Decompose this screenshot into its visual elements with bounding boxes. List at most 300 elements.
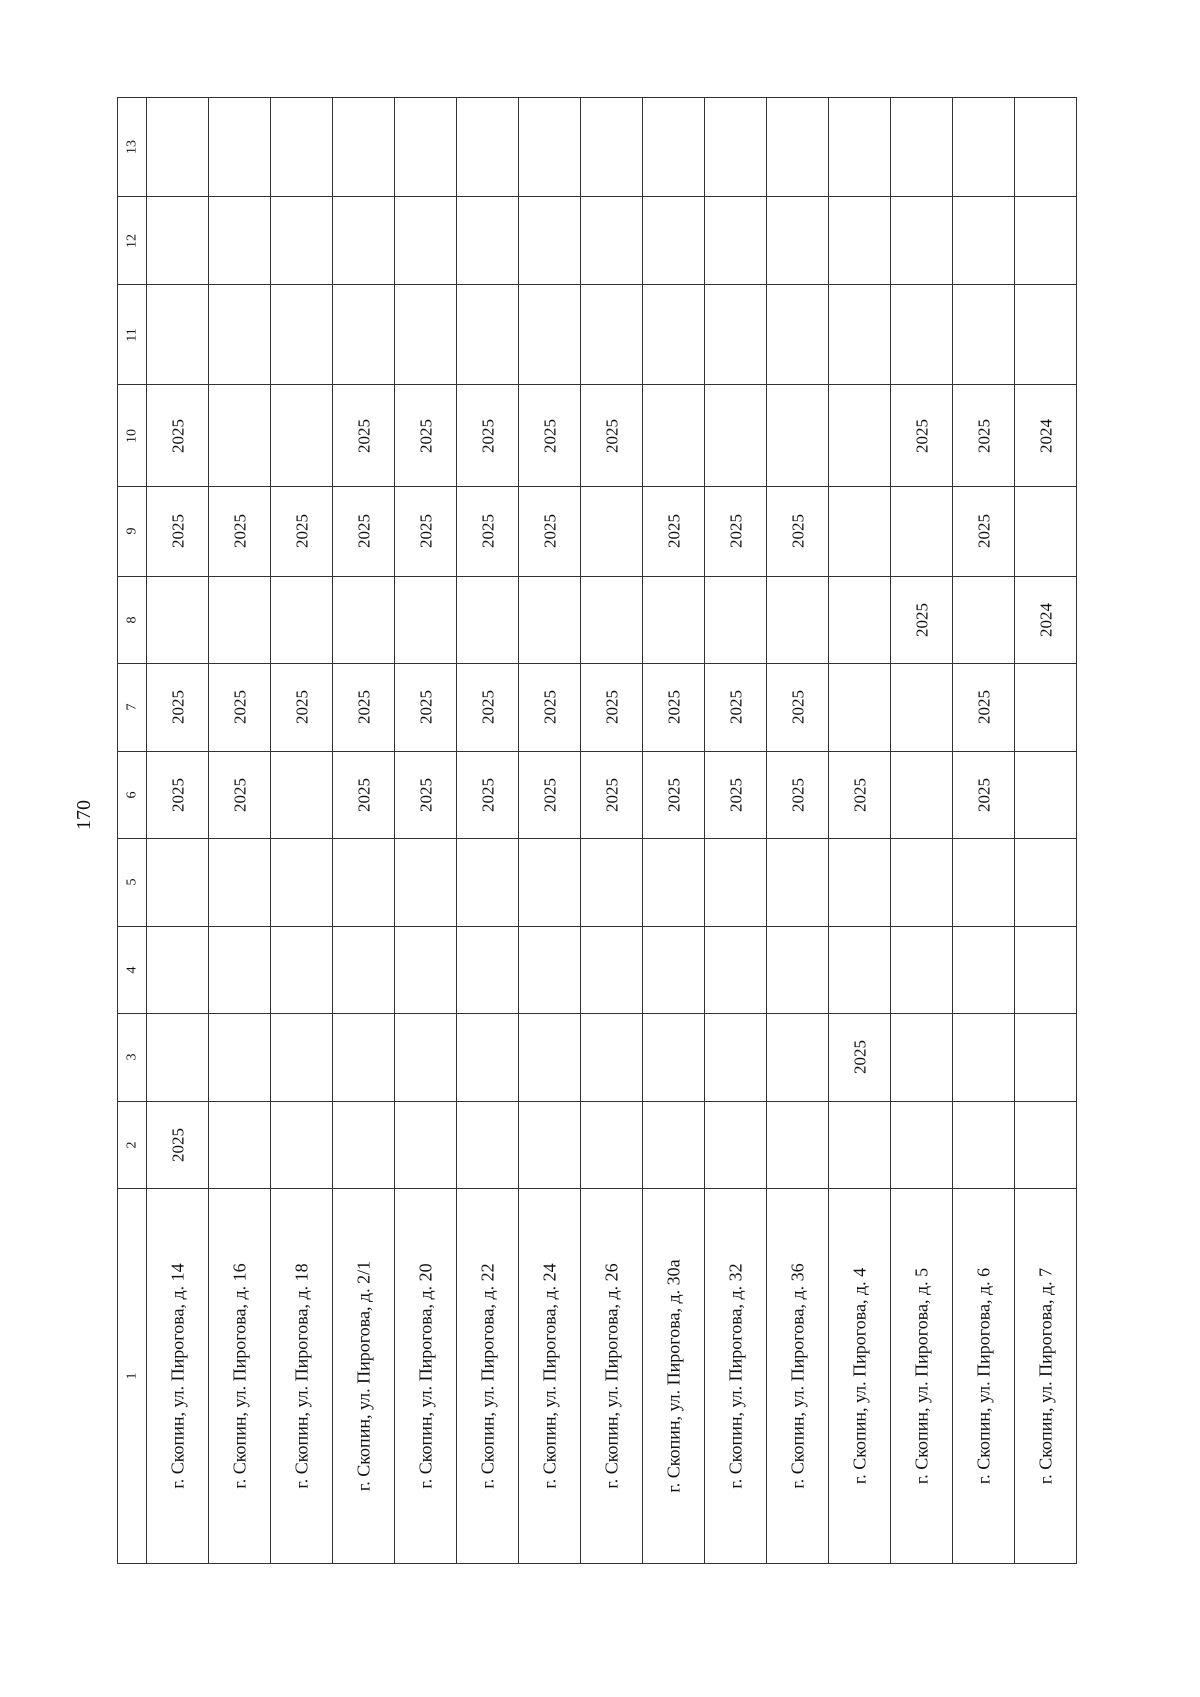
year-value: 2025 [354, 690, 373, 725]
year-cell [643, 98, 705, 197]
year-value: 2025 [664, 777, 683, 812]
year-cell [519, 839, 581, 926]
year-cell [581, 926, 643, 1013]
year-cell [333, 664, 395, 751]
year-cell [705, 751, 767, 838]
year-value: 2025 [912, 418, 931, 453]
address-label: г. Скопин, ул. Пирогова, д. 5 [911, 1267, 931, 1485]
year-cell [643, 1014, 705, 1101]
year-cell [643, 926, 705, 1013]
year-cell [271, 576, 333, 663]
year-cell [395, 487, 457, 577]
column-header [118, 284, 147, 385]
year-cell [891, 839, 953, 926]
year-cell [395, 664, 457, 751]
page-number: 170 [73, 800, 95, 830]
year-cell [953, 576, 1015, 663]
year-cell [271, 1101, 333, 1188]
register-table [117, 97, 1077, 1564]
year-cell [953, 1014, 1015, 1101]
year-cell [519, 385, 581, 487]
column-header [118, 1188, 147, 1563]
address-label: г. Скопин, ул. Пирогова, д. 26 [601, 1263, 621, 1489]
address-cell [767, 1188, 829, 1563]
register-body [118, 98, 1077, 1564]
year-cell [953, 839, 1015, 926]
table-row [118, 751, 1077, 838]
address-cell [395, 1188, 457, 1563]
column-header-label: 7 [124, 703, 140, 711]
year-cell [519, 98, 581, 197]
address-cell [581, 1188, 643, 1563]
year-cell [829, 98, 891, 197]
year-value: 2025 [168, 514, 187, 549]
year-cell [581, 1101, 643, 1188]
year-cell [209, 284, 271, 385]
year-value: 2025 [788, 690, 807, 725]
year-cell [395, 1101, 457, 1188]
year-cell [147, 751, 209, 838]
year-cell [1015, 576, 1077, 663]
year-cell [1015, 385, 1077, 487]
address-cell [1015, 1188, 1077, 1563]
year-cell [147, 576, 209, 663]
year-cell [767, 839, 829, 926]
address-cell [705, 1188, 767, 1563]
year-cell [519, 576, 581, 663]
column-header-label: 8 [124, 616, 140, 624]
year-value: 2025 [602, 418, 621, 453]
year-cell [767, 284, 829, 385]
year-cell [333, 1014, 395, 1101]
year-cell [519, 197, 581, 284]
year-value: 2025 [354, 777, 373, 812]
year-cell [891, 1101, 953, 1188]
column-header-label: 5 [124, 878, 140, 886]
year-cell [395, 926, 457, 1013]
year-cell [209, 197, 271, 284]
column-header-label: 13 [124, 140, 140, 155]
table-row [118, 664, 1077, 751]
year-cell [643, 576, 705, 663]
year-cell [581, 385, 643, 487]
year-value: 2025 [416, 418, 435, 453]
year-value: 2025 [540, 514, 559, 549]
address-label: г. Скопин, ул. Пирогова, д. 32 [725, 1263, 745, 1489]
year-cell [767, 926, 829, 1013]
year-cell [1015, 839, 1077, 926]
year-cell [271, 385, 333, 487]
year-cell [457, 664, 519, 751]
year-cell [891, 284, 953, 385]
year-cell [457, 284, 519, 385]
year-cell [333, 487, 395, 577]
year-value: 2025 [478, 418, 497, 453]
year-cell [829, 487, 891, 577]
year-value: 2025 [230, 777, 249, 812]
table-row [118, 284, 1077, 385]
year-cell [333, 385, 395, 487]
year-value: 2024 [1036, 603, 1055, 637]
year-value: 2025 [974, 777, 993, 812]
column-header [118, 1014, 147, 1101]
column-header [118, 839, 147, 926]
year-cell [767, 197, 829, 284]
year-cell [705, 98, 767, 197]
year-cell [1015, 197, 1077, 284]
year-cell [705, 1014, 767, 1101]
year-cell [271, 1014, 333, 1101]
column-header-label: 6 [124, 791, 140, 799]
year-cell [581, 664, 643, 751]
year-cell [271, 197, 333, 284]
year-cell [643, 197, 705, 284]
year-cell [457, 197, 519, 284]
year-cell [457, 839, 519, 926]
year-cell [829, 839, 891, 926]
address-cell [519, 1188, 581, 1563]
year-cell [209, 751, 271, 838]
column-header [118, 98, 147, 197]
year-cell [209, 487, 271, 577]
year-cell [767, 1101, 829, 1188]
column-header-label: 3 [124, 1053, 140, 1061]
year-cell [333, 197, 395, 284]
year-cell [705, 926, 767, 1013]
year-value: 2025 [168, 418, 187, 453]
year-value: 2025 [230, 690, 249, 725]
year-cell [209, 664, 271, 751]
year-cell [271, 926, 333, 1013]
year-cell [395, 751, 457, 838]
year-cell [829, 385, 891, 487]
year-cell [581, 576, 643, 663]
column-header [118, 664, 147, 751]
year-value: 2025 [602, 777, 621, 812]
year-cell [767, 751, 829, 838]
column-header [118, 926, 147, 1013]
year-value: 2025 [912, 603, 931, 637]
year-cell [891, 487, 953, 577]
address-label: г. Скопин, ул. Пирогова, д. 36 [787, 1263, 807, 1489]
year-cell [581, 1014, 643, 1101]
year-cell [395, 1014, 457, 1101]
year-cell [767, 98, 829, 197]
year-cell [147, 926, 209, 1013]
year-cell [581, 839, 643, 926]
year-value: 2025 [354, 514, 373, 549]
address-label: г. Скопин, ул. Пирогова, д. 4 [849, 1267, 869, 1485]
year-cell [891, 926, 953, 1013]
year-cell [891, 98, 953, 197]
year-cell [891, 1014, 953, 1101]
address-cell [271, 1188, 333, 1563]
address-cell [829, 1188, 891, 1563]
year-value: 2025 [974, 418, 993, 453]
year-value: 2025 [974, 690, 993, 725]
year-cell [271, 487, 333, 577]
year-value: 2025 [168, 1127, 187, 1162]
address-label: г. Скопин, ул. Пирогова, д. 14 [167, 1263, 187, 1489]
address-label: г. Скопин, ул. Пирогова, д. 16 [229, 1263, 249, 1489]
year-value: 2025 [416, 777, 435, 812]
year-cell [1015, 98, 1077, 197]
year-value: 2025 [726, 777, 745, 812]
column-header-label: 4 [124, 966, 140, 974]
year-cell [457, 487, 519, 577]
column-header-label: 10 [124, 428, 140, 443]
table-row [118, 1014, 1077, 1101]
year-cell [829, 751, 891, 838]
year-value: 2025 [726, 690, 745, 725]
column-header [118, 1101, 147, 1188]
address-label: г. Скопин, ул. Пирогова, д. 7 [1035, 1267, 1055, 1485]
year-cell [147, 1101, 209, 1188]
year-cell [891, 576, 953, 663]
address-cell [333, 1188, 395, 1563]
year-cell [395, 197, 457, 284]
year-cell [953, 751, 1015, 838]
year-cell [519, 487, 581, 577]
year-cell [519, 284, 581, 385]
address-label: г. Скопин, ул. Пирогова, д. 2/1 [353, 1260, 373, 1492]
year-value: 2025 [478, 690, 497, 725]
year-cell [705, 1101, 767, 1188]
year-cell [147, 197, 209, 284]
address-cell [147, 1188, 209, 1563]
year-cell [457, 1101, 519, 1188]
year-value: 2025 [354, 418, 373, 453]
column-header [118, 487, 147, 577]
year-cell [457, 576, 519, 663]
year-cell [209, 839, 271, 926]
year-cell [953, 197, 1015, 284]
year-cell [767, 1014, 829, 1101]
year-cell [1015, 1014, 1077, 1101]
year-cell [147, 487, 209, 577]
year-cell [953, 926, 1015, 1013]
register-table-frame [117, 97, 1068, 1564]
year-cell [829, 1101, 891, 1188]
year-value: 2025 [540, 690, 559, 725]
year-cell [519, 1014, 581, 1101]
year-cell [147, 839, 209, 926]
table-row [118, 1101, 1077, 1188]
year-cell [643, 664, 705, 751]
year-cell [333, 839, 395, 926]
year-value: 2025 [540, 418, 559, 453]
year-cell [1015, 487, 1077, 577]
year-value: 2025 [788, 777, 807, 812]
column-header-label: 2 [124, 1141, 140, 1149]
year-cell [705, 487, 767, 577]
year-cell [271, 284, 333, 385]
year-cell [1015, 664, 1077, 751]
column-header-label: 9 [124, 527, 140, 535]
year-value: 2025 [664, 690, 683, 725]
year-cell [953, 1101, 1015, 1188]
year-cell [829, 576, 891, 663]
year-cell [519, 1101, 581, 1188]
year-cell [395, 576, 457, 663]
year-cell [147, 284, 209, 385]
year-cell [457, 1014, 519, 1101]
table-row [118, 487, 1077, 577]
year-cell [519, 751, 581, 838]
year-cell [705, 197, 767, 284]
year-cell [1015, 751, 1077, 838]
year-cell [953, 284, 1015, 385]
year-cell [767, 576, 829, 663]
year-cell [395, 385, 457, 487]
year-cell [643, 284, 705, 385]
year-value: 2025 [540, 777, 559, 812]
year-cell [209, 98, 271, 197]
year-cell [643, 385, 705, 487]
year-value: 2025 [478, 514, 497, 549]
year-cell [395, 839, 457, 926]
year-value: 2025 [602, 690, 621, 725]
year-cell [333, 1101, 395, 1188]
year-value: 2025 [292, 514, 311, 549]
year-cell [767, 385, 829, 487]
year-cell [581, 197, 643, 284]
address-label: г. Скопин, ул. Пирогова, д. 30а [663, 1259, 683, 1493]
year-cell [209, 1014, 271, 1101]
address-cell [643, 1188, 705, 1563]
year-cell [209, 1101, 271, 1188]
year-cell [829, 284, 891, 385]
year-cell [705, 385, 767, 487]
year-cell [209, 576, 271, 663]
year-cell [271, 751, 333, 838]
address-cell [209, 1188, 271, 1563]
year-cell [953, 487, 1015, 577]
year-value: 2025 [168, 690, 187, 725]
table-row [118, 839, 1077, 926]
year-cell [333, 751, 395, 838]
year-value: 2025 [726, 514, 745, 549]
year-cell [953, 385, 1015, 487]
year-cell [147, 98, 209, 197]
address-label: г. Скопин, ул. Пирогова, д. 22 [477, 1263, 497, 1489]
year-value: 2025 [168, 777, 187, 812]
year-cell [891, 664, 953, 751]
year-cell [953, 664, 1015, 751]
column-header-label: 1 [124, 1372, 140, 1380]
year-cell [767, 487, 829, 577]
year-cell [581, 487, 643, 577]
year-cell [829, 1014, 891, 1101]
year-value: 2024 [1036, 418, 1055, 453]
year-cell [147, 664, 209, 751]
table-row [118, 98, 1077, 197]
year-cell [829, 197, 891, 284]
year-cell [395, 284, 457, 385]
year-cell [891, 751, 953, 838]
column-header [118, 576, 147, 663]
year-cell [271, 664, 333, 751]
year-cell [643, 487, 705, 577]
year-value: 2025 [788, 514, 807, 549]
address-cell [457, 1188, 519, 1563]
table-row [118, 576, 1077, 663]
year-cell [519, 926, 581, 1013]
year-cell [829, 664, 891, 751]
year-cell [643, 1101, 705, 1188]
year-cell [333, 98, 395, 197]
year-value: 2025 [664, 514, 683, 549]
year-cell [271, 98, 333, 197]
year-cell [891, 385, 953, 487]
year-cell [581, 284, 643, 385]
year-cell [457, 926, 519, 1013]
year-value: 2025 [416, 690, 435, 725]
address-label: г. Скопин, ул. Пирогова, д. 24 [539, 1263, 559, 1489]
table-row [118, 385, 1077, 487]
year-value: 2025 [974, 514, 993, 549]
address-cell [891, 1188, 953, 1563]
year-cell [581, 751, 643, 838]
year-cell [705, 576, 767, 663]
year-cell [581, 98, 643, 197]
table-row [118, 926, 1077, 1013]
address-cell [953, 1188, 1015, 1563]
year-cell [705, 839, 767, 926]
table-row [118, 1188, 1077, 1563]
year-cell [271, 839, 333, 926]
column-header [118, 385, 147, 487]
year-cell [333, 576, 395, 663]
column-header [118, 751, 147, 838]
year-cell [1015, 926, 1077, 1013]
year-cell [1015, 1101, 1077, 1188]
year-cell [1015, 284, 1077, 385]
column-header [118, 197, 147, 284]
column-header-label: 11 [124, 327, 140, 342]
year-value: 2025 [292, 690, 311, 725]
year-cell [209, 385, 271, 487]
year-value: 2025 [230, 514, 249, 549]
year-cell [891, 197, 953, 284]
address-label: г. Скопин, ул. Пирогова, д. 20 [415, 1263, 435, 1489]
year-cell [333, 284, 395, 385]
year-cell [767, 664, 829, 751]
year-cell [705, 664, 767, 751]
year-value: 2025 [850, 1040, 869, 1075]
year-cell [829, 926, 891, 1013]
year-value: 2025 [478, 777, 497, 812]
year-cell [643, 751, 705, 838]
year-cell [209, 926, 271, 1013]
year-cell [705, 284, 767, 385]
year-cell [333, 926, 395, 1013]
year-cell [395, 98, 457, 197]
address-label: г. Скопин, ул. Пирогова, д. 18 [291, 1263, 311, 1489]
year-cell [953, 98, 1015, 197]
year-cell [643, 839, 705, 926]
year-cell [147, 1014, 209, 1101]
year-cell [457, 751, 519, 838]
year-value: 2025 [850, 777, 869, 812]
year-cell [457, 98, 519, 197]
address-label: г. Скопин, ул. Пирогова, д. 6 [973, 1267, 993, 1485]
year-cell [147, 385, 209, 487]
year-cell [519, 664, 581, 751]
year-value: 2025 [416, 514, 435, 549]
table-row [118, 197, 1077, 284]
column-header-label: 12 [124, 233, 140, 248]
